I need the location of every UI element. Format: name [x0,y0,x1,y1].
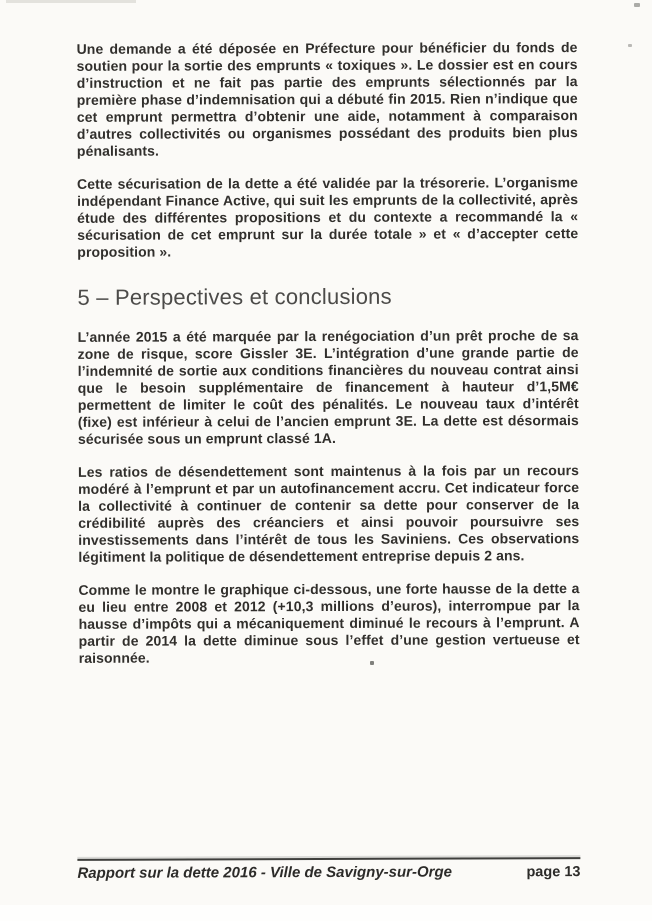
footer-page-number: page 13 [526,864,581,881]
paragraph-securisation-validee: Cette sécurisation de la dette a été validée par la trésorerie. L’organisme indépendant Finance Active, qui suit les emprunts de la collectivité, après étude des différentes propositions et du contexte a recommandé la « sécurisation de cet emprunt sur la durée totale » et « d’accepter cette proposition ». [77,174,579,260]
page-footer [77,857,580,882]
footer-rule [77,857,580,861]
scan-bottom-edge [0,905,652,921]
paragraph-graphique-dette: Comme le montre le graphique ci-dessous, une forte hausse de la dette a eu lieu entre 2008 et 2012 (+10,3 millions d’euros), interrompue par la hausse d’impôts qui a mécaniquement diminué le recours à l’emprunt. A partir de 2014 la dette diminue sous l’effet d’une gestion vertueuse et raisonnée. [78,580,580,666]
text-column [77,39,580,683]
footer-row [77,863,580,882]
section-heading-perspectives: 5 – Perspectives et conclusions [77,283,392,310]
footer-report-title: Rapport sur la dette 2016 - Ville de Savigny-sur-Orge [77,863,453,882]
paragraph-renegociation-2015: L’année 2015 a été marquée par la renégociation d’un prêt proche de sa zone de risque, score Gissler 3E. L’intégration d’une grande partie de l’indemnité de sortie aux conditions financières du nouveau contrat ainsi que le besoin supplémentaire de financement à hauteur d’1,5M€ permettent de limiter le coût des pénalités. Le nouveau taux d’intérêt (fixe) est inférieur à celui de l’ancien emprunt 3E. La dette est désormais sécurisée sous un emprunt classé 1A. [77,327,579,447]
paragraph-fonds-de-soutien: Une demande a été déposée en Préfecture pour bénéficier du fonds de soutien pour la sortie des emprunts « toxiques ». Le dossier est en cours d’instruction et ne fait pas partie des emprunts sélectionnés par la première phase d’indemnisation qui a débuté fin 2015. Rien n’indique que cet emprunt permettra d’obtenir une aide, notamment à comparaison d’autres collectivités ou organismes possédant des produits bien plus pénalisants. [76,39,578,159]
paragraph-ratios-desendettement: Les ratios de désendettement sont maintenus à la fois par un recours modéré à l’emprunt et par un autofinancement accru. Cet indicateur force la collectivité à continuer de contenir sa dette pour conserver de la crédibilité auprès des créanciers et ainsi pouvoir poursuivre ses investissements dans l’intérêt de tous les Saviniens. Ces observations légitiment la politique de désendettement entreprise depuis 2 ans. [78,462,580,565]
